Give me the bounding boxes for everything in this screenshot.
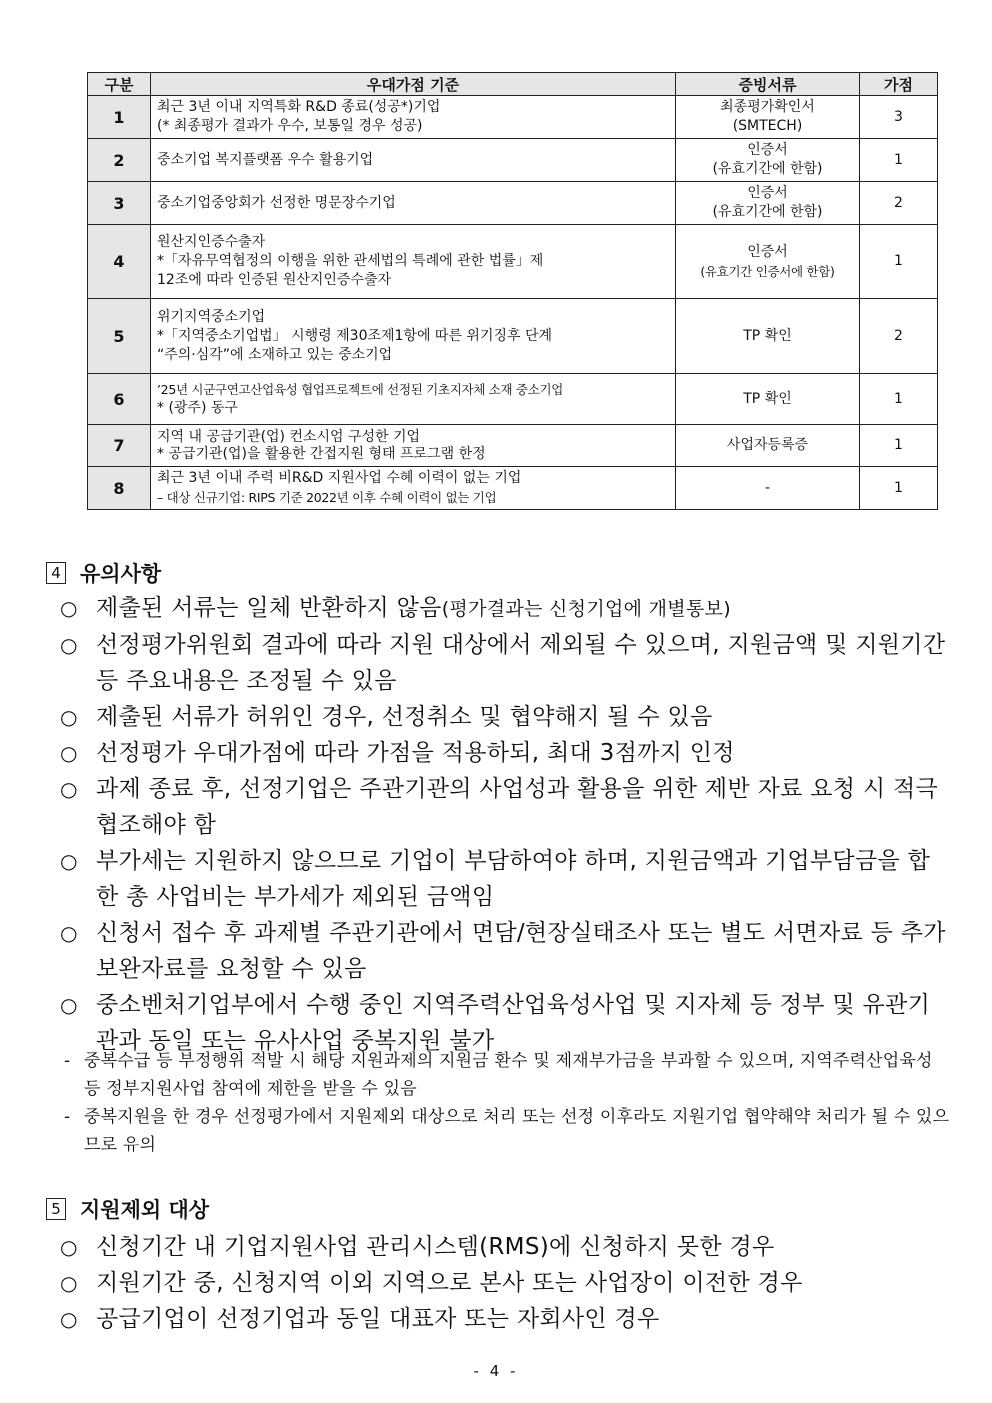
row-points: 1 xyxy=(860,374,938,425)
evidence-line: (유효기간 인증서에 한함) xyxy=(700,263,835,279)
criteria-line: 중소기업중앙회가 선정한 명문장수기업 xyxy=(157,194,396,211)
page-number: - 4 - xyxy=(473,1362,519,1380)
criteria-line: 최근 3년 이내 주력 비R&D 지원사업 수혜 이력이 없는 기업 xyxy=(157,470,522,486)
table-row xyxy=(88,139,938,182)
item-text: 과제 종료 후, 선정기업은 주관기관의 사업성과 활용을 위한 제반 자료 요청 시 적극 협조해야 함 xyxy=(96,776,939,838)
criteria-line: 중소기업 복지플랫폼 우수 활용기업 xyxy=(157,151,374,168)
row-evidence xyxy=(676,299,860,374)
section-title: 지원제외 대상 xyxy=(80,1198,210,1222)
row-criteria xyxy=(151,182,676,225)
list-item xyxy=(60,1301,952,1337)
row-points: 1 xyxy=(860,425,938,467)
row-criteria xyxy=(151,374,676,425)
list-item xyxy=(60,627,952,699)
row-number: 7 xyxy=(88,425,151,467)
item-text: 신청서 접수 후 과제별 주관기관에서 면담/현장실태조사 또는 별도 서면자료 등 추가 보완자료를 요청할 수 있음 xyxy=(96,920,946,982)
item-text: 선정평가 우대가점에 따라 가점을 적용하되, 최대 3점까지 인정 xyxy=(96,740,735,766)
list-item xyxy=(60,735,952,771)
criteria-line: 최근 3년 이내 지역특화 R&D 종료(성공*)기업 xyxy=(157,99,441,115)
sub-notice-list xyxy=(64,1047,952,1159)
row-evidence xyxy=(676,182,860,225)
evidence-line: - xyxy=(764,479,771,496)
section-title: 유의사항 xyxy=(80,562,162,586)
list-item xyxy=(60,843,952,915)
item-text: 부가세는 지원하지 않으므로 기업이 부담하여야 하며, 지원금액과 기업부담금을 합한 총 사업비는 부가세가 제외된 금액임 xyxy=(96,848,931,910)
list-item xyxy=(60,699,952,735)
row-evidence xyxy=(676,225,860,299)
row-evidence xyxy=(676,467,860,510)
evidence-line: 인증서 xyxy=(747,185,788,201)
section-number-box: 5 xyxy=(46,1198,66,1220)
criteria-line: *「지역중소기업법」 시행령 제30조제1항에 따른 위기징후 단계 xyxy=(157,327,553,344)
criteria-line: – 대상 신규기업: RIPS 기준 2022년 이후 수혜 이력이 없는 기업 xyxy=(157,490,497,505)
evidence-line: 인증서 xyxy=(747,243,788,260)
exclusion-list xyxy=(60,1229,952,1337)
bonus-points-table xyxy=(87,72,938,510)
criteria-line: 12조에 따라 인증된 원산지인증수출자 xyxy=(157,272,392,288)
row-number: 2 xyxy=(88,139,151,182)
row-evidence xyxy=(676,139,860,182)
row-number: 1 xyxy=(88,96,151,139)
row-number: 3 xyxy=(88,182,151,225)
item-text: 지원기간 중, 신청지역 이외 지역으로 본사 또는 사업장이 이전한 경우 xyxy=(96,1270,803,1296)
row-number: 4 xyxy=(88,225,151,299)
criteria-line: 위기지역중소기업 xyxy=(157,308,266,325)
bullet-circle: ○ xyxy=(60,1235,78,1259)
bullet-circle: ○ xyxy=(60,993,78,1017)
notice-list xyxy=(60,590,952,1059)
row-number: 5 xyxy=(88,299,151,374)
criteria-line: 원산지인증수출자 xyxy=(157,234,266,250)
evidence-line: 사업자등록증 xyxy=(726,437,809,453)
evidence-line: (유효기간에 한함) xyxy=(712,161,823,177)
row-criteria xyxy=(151,96,676,139)
item-text: 신청기간 내 기업지원사업 관리시스템(RMS)에 신청하지 못한 경우 xyxy=(96,1234,775,1260)
evidence-line: 인증서 xyxy=(747,142,788,158)
row-points: 1 xyxy=(860,139,938,182)
row-evidence xyxy=(676,374,860,425)
list-item xyxy=(60,771,952,843)
sub-list-item xyxy=(64,1047,952,1103)
row-points: 1 xyxy=(860,467,938,510)
row-points: 1 xyxy=(860,225,938,299)
criteria-line: * 공급기관(업)을 활용한 간접지원 형태 프로그램 한정 xyxy=(157,445,486,462)
bullet-circle: ○ xyxy=(60,633,78,657)
evidence-line: TP 확인 xyxy=(743,390,792,407)
list-item xyxy=(60,590,952,627)
criteria-line: “주의·심각”에 소재하고 있는 중소기업 xyxy=(157,346,393,363)
item-note: (평가결과는 신청기업에 개별통보) xyxy=(441,598,731,620)
section-5-heading xyxy=(46,1194,209,1224)
sub-list-item xyxy=(64,1103,952,1159)
row-number: 8 xyxy=(88,467,151,510)
table-row xyxy=(88,182,938,225)
bullet-circle: ○ xyxy=(60,705,78,729)
item-text: 제출된 서류는 일체 반환하지 않음 xyxy=(96,595,442,621)
table-row xyxy=(88,374,938,425)
list-item xyxy=(60,1265,952,1301)
table-row xyxy=(88,467,938,510)
dash-marker: - xyxy=(64,1051,71,1071)
criteria-line: 지역 내 공급기관(업) 컨소시엄 구성한 기업 xyxy=(157,428,421,445)
bullet-circle: ○ xyxy=(60,921,78,945)
row-points: 2 xyxy=(860,182,938,225)
row-criteria xyxy=(151,425,676,467)
bullet-circle: ○ xyxy=(60,777,78,801)
row-criteria xyxy=(151,225,676,299)
sub-item-text: 중복수급 등 부정행위 적발 시 해당 지원과제의 지원금 환수 및 제재부가금을 부과할 수 있으며, 지역주력산업육성 등 정부지원사업 참여에 제한을 받을 수 있음 xyxy=(84,1051,933,1099)
evidence-line: (SMTECH) xyxy=(732,118,803,134)
evidence-line: 최종평가확인서 xyxy=(720,99,815,115)
section-4-heading xyxy=(46,558,161,588)
table-row xyxy=(88,96,938,139)
header-points: 가점 xyxy=(860,73,938,96)
row-points: 2 xyxy=(860,299,938,374)
list-item xyxy=(60,1229,952,1265)
table-header-row xyxy=(88,73,938,96)
table-row xyxy=(88,299,938,374)
bullet-circle: ○ xyxy=(60,596,78,620)
table-row xyxy=(88,225,938,299)
header-criteria: 우대가점 기준 xyxy=(151,73,676,96)
row-evidence xyxy=(676,425,860,467)
header-category: 구분 xyxy=(88,73,151,96)
bullet-circle: ○ xyxy=(60,1307,78,1331)
item-text: 선정평가위원회 결과에 따라 지원 대상에서 제외될 수 있으며, 지원금액 및 지원기간 등 주요내용은 조정될 수 있음 xyxy=(96,632,946,694)
row-points: 3 xyxy=(860,96,938,139)
criteria-line: * (광주) 동구 xyxy=(157,400,238,416)
bullet-circle: ○ xyxy=(60,1271,78,1295)
item-text: 공급기업이 선정기업과 동일 대표자 또는 자회사인 경우 xyxy=(96,1306,660,1332)
bullet-circle: ○ xyxy=(60,741,78,765)
criteria-line: ’25년 시군구연고산업육성 협업프로젝트에 선정된 기초지자체 소재 중소기업 xyxy=(157,382,564,397)
sub-item-text: 중복지원을 한 경우 선정평가에서 지원제외 대상으로 처리 또는 선정 이후라도 지원기업 협약해약 처리가 될 수 있으므로 유의 xyxy=(84,1107,950,1155)
section-number-box: 4 xyxy=(46,562,66,584)
table-row xyxy=(88,425,938,467)
list-item xyxy=(60,915,952,987)
item-text: 제출된 서류가 허위인 경우, 선정취소 및 협약해지 될 수 있음 xyxy=(96,704,713,730)
row-evidence xyxy=(676,96,860,139)
row-criteria xyxy=(151,139,676,182)
criteria-line: *「자유무역협정의 이행을 위한 관세법의 특례에 관한 법률」제 xyxy=(157,253,544,269)
evidence-line: (유효기간에 한함) xyxy=(712,204,823,220)
criteria-line: (* 최종평가 결과가 우수, 보통일 경우 성공) xyxy=(157,118,423,134)
header-evidence: 증빙서류 xyxy=(676,73,860,96)
bullet-circle: ○ xyxy=(60,849,78,873)
item-text: 중소벤처기업부에서 수행 중인 지역주력산업육성사업 및 지자체 등 정부 및 유관기관과 동일 또는 유사사업 중복지원 불가 xyxy=(96,992,931,1054)
evidence-line: TP 확인 xyxy=(743,327,792,344)
row-criteria xyxy=(151,467,676,510)
dash-marker: - xyxy=(64,1107,71,1127)
row-number: 6 xyxy=(88,374,151,425)
row-criteria xyxy=(151,299,676,374)
